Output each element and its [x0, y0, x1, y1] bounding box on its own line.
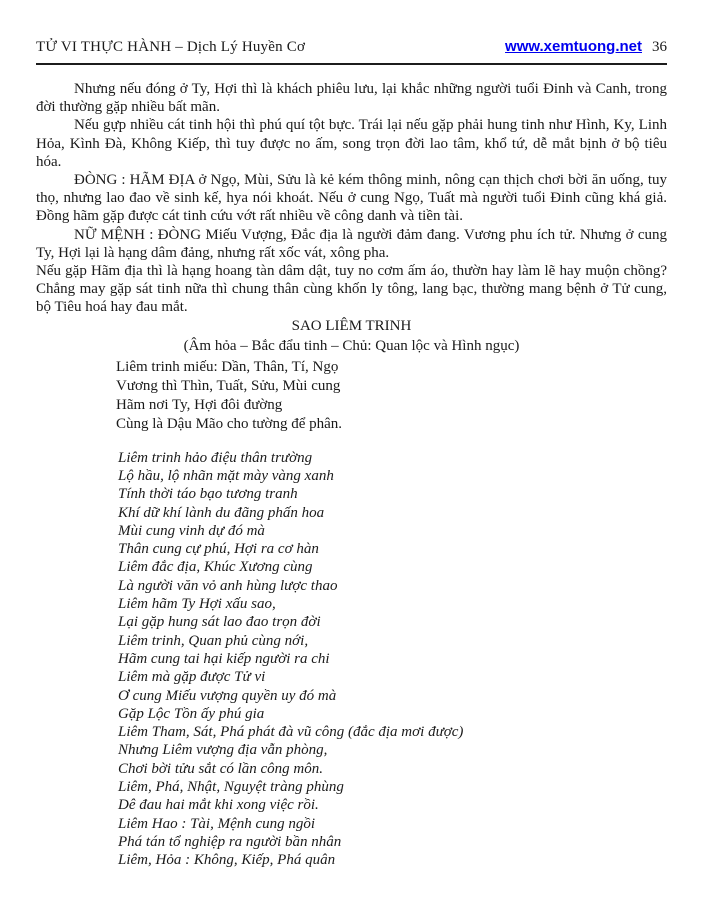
verse-line: Hãm nơi Ty, Hợi đôi đường: [116, 396, 283, 413]
website-link[interactable]: www.xemtuong.net: [505, 38, 642, 55]
paragraph: Nếu gựp nhiều cát tinh hội thì phú quí tột bực. Trái lại nếu gặp phải hung tinh như Hình, Ky, Linh Hỏa, Kình Đà, Không Kiếp, thì tuy được no ấm, song trọn đời lao tâm, khổ tứ, dễ mắt bịnh ở bộ tiêu hóa.: [36, 117, 667, 170]
page-header: [36, 38, 667, 56]
verse-line: Khí dữ khí lành du đãng phấn hoa: [118, 504, 325, 521]
book-title: TỬ VI THỰC HÀNH – Dịch Lý Huyền Cơ: [36, 39, 306, 55]
verse-line: Liêm mà gặp được Tử vi: [118, 669, 266, 686]
verse-line: Dê đau hai mắt khi xong việc rồi.: [118, 797, 319, 814]
verse-line: Tính thời táo bạo tương tranh: [118, 486, 298, 503]
verse-line: Cùng là Dậu Mão cho tường để phân.: [116, 415, 343, 432]
section-title: SAO LIÊM TRINH: [291, 317, 412, 334]
paragraph: Nhưng nếu đóng ở Ty, Hợi thì là khách phiêu lưu, lại khắc những người tuổi Đinh và Canh, trong đời thường gặp nhiều bất mãn.: [36, 81, 667, 116]
header-right: [505, 38, 667, 56]
verse-line: Liêm Tham, Sát, Phá phát đà vũ công (đắc địa mơi được): [118, 724, 464, 741]
verse-line: Liêm, Hỏa : Không, Kiếp, Phá quân: [118, 852, 336, 869]
paragraph: Nếu gặp Hãm địa thì là hạng hoang tàn dâm dật, tuy no cơm ấm áo, thườn hay làm lẽ hay muộn chồng? Chẳng may gặp sát tinh nữa thì chung thân cùng khốn ly tông, lang bạc, thường mang bệnh ở Tử cung, bộ Tiêu hoá hay đau mắt.: [36, 263, 667, 316]
paragraph: ĐÒNG : HÃM ĐỊA ở Ngọ, Mùi, Sửu là kẻ kém thông minh, nông cạn thịch chơi bời ăn uống, tuy thọ, nhưng lao đao về sinh kế, hya nói khoát. Nếu ở cung Ngọ, Tuất mà người tuổi Đinh cũng khá giả. Đồng hãm gặp được cát tinh cứu vớt rất nhiều về công danh và tiền tài.: [36, 172, 667, 225]
verse-line: Liêm Hao : Tài, Mệnh cung ngồi: [118, 815, 316, 832]
paragraph: NỮ MỆNH : ĐÒNG Miếu Vượng, Đắc địa là người đảm đang. Vương phu ích tử. Nhưng ở cung Ty, Hợi lại là hạng dâm đảng, nhưng rất xốc vát, xông pha.: [36, 226, 667, 261]
verse-line: Nhưng Liêm vượng địa vẫn phòng,: [118, 742, 328, 759]
verse-line: Liêm trinh hảo điệu thân trường: [118, 449, 313, 466]
verse-line: Lại gặp hung sát lao đao trọn đời: [118, 614, 321, 631]
page-number: 36: [652, 39, 667, 55]
verse-line: Hãm cung tai hại kiếp người ra chi: [118, 650, 330, 667]
verse-line: Lộ hầu, lộ nhãn mặt mày vàng xanh: [118, 467, 334, 484]
verse-line: Liêm trinh miếu: Dần, Thân, Tí, Ngọ: [116, 358, 339, 375]
verse-line: Chơi bời tửu sắt có lần công môn.: [118, 760, 324, 777]
verse-line: Liêm trinh, Quan phủ cùng nới,: [118, 632, 309, 649]
verse-line: Thân cung cự phú, Hợi ra cơ hàn: [118, 541, 319, 558]
header-divider: [36, 63, 667, 65]
verse-line: Liêm hãm Ty Hợi xấu sao,: [118, 596, 276, 613]
verse-line: Liêm đắc địa, Khúc Xương cùng: [118, 559, 313, 576]
verse-italic-block: [118, 449, 667, 870]
verse-line: Ơ cung Miếu vượng quyền uy đó mà: [118, 687, 337, 704]
verse-line: Phá tán tổ nghiệp ra người bần nhân: [118, 833, 342, 850]
verse-intro-block: [116, 358, 667, 434]
verse-line: Vương thì Thìn, Tuất, Sửu, Mùi cung: [116, 377, 341, 394]
verse-line: Liêm, Phá, Nhật, Nguyệt tràng phùng: [118, 778, 344, 795]
verse-line: Mùi cung vinh dự đó mà: [118, 522, 265, 539]
body-text: [36, 80, 667, 317]
section-subtitle: (Âm hỏa – Bắc đẩu tinh – Chủ: Quan lộc và Hình ngục): [183, 338, 520, 355]
verse-line: Gặp Lộc Tồn ấy phú gia: [118, 705, 265, 722]
verse-line: Là người văn vỏ anh hùng lược thao: [118, 577, 338, 594]
